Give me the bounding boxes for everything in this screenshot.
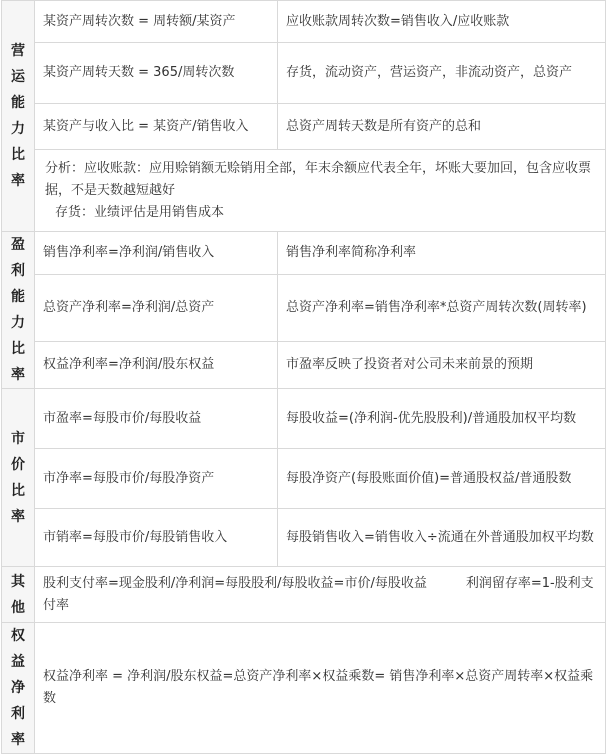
- table-row: [2, 449, 606, 509]
- table-cell: 某资产与收入比 = 某资产/销售收入: [35, 104, 278, 150]
- table-cell: 每股收益=(净利润-优先股股利)/普通股加权平均数: [278, 389, 606, 449]
- table-cell: 存货，流动资产，营运资产，非流动资产，总资产: [278, 43, 606, 104]
- table-cell: 权益净利率=净利润/股东权益: [35, 341, 278, 388]
- table-row: [2, 150, 606, 232]
- category-other: 其 他: [2, 567, 35, 623]
- table-row: [2, 104, 606, 150]
- table-row: [2, 389, 606, 449]
- category-profitability: 盈 利 能 力 比 率: [2, 232, 35, 389]
- table-cell: 总资产净利率=销售净利率*总资产周转次数(周转率): [278, 275, 606, 342]
- table-cell: 每股净资产(每股账面价值)=普通股权益/普通股数: [278, 449, 606, 509]
- table-cell: 总资产净利率=净利润/总资产: [35, 275, 278, 342]
- table-cell: 销售净利率=净利润/销售收入: [35, 232, 278, 275]
- financial-ratio-table: [1, 0, 606, 754]
- analysis-note-line: 分析：应收账款：应用赊销额无赊销用全部，年末余额应代表全年，坏账大要加回，包含应收票据，不是天数越短越好: [45, 160, 592, 198]
- table-cell: 市盈率=每股市价/每股收益: [35, 389, 278, 449]
- table-cell: 股利支付率=现金股利/净利润=每股股利/每股收益=市价/每股收益 利润留存率=1-股利支付率: [35, 567, 606, 623]
- table-cell: 某资产周转天数 = 365/周转次数: [35, 43, 278, 104]
- table-row: [2, 341, 606, 388]
- table-cell: 市销率=每股市价/每股销售收入: [35, 509, 278, 567]
- category-operating-capacity: 营 运 能 力 比 率: [2, 1, 35, 232]
- analysis-note: [35, 150, 606, 232]
- table-cell: 应收账款周转次数=销售收入/应收账款: [278, 1, 606, 43]
- table-cell: 市盈率反映了投资者对公司未来前景的预期: [278, 341, 606, 388]
- table-row: [2, 1, 606, 43]
- table-cell: 销售净利率简称净利率: [278, 232, 606, 275]
- table-row: [2, 43, 606, 104]
- table-row: [2, 509, 606, 567]
- table-cell: 市净率=每股市价/每股净资产: [35, 449, 278, 509]
- category-market-value: 市 价 比 率: [2, 389, 35, 567]
- table-cell: 每股销售收入=销售收入÷流通在外普通股加权平均数: [278, 509, 606, 567]
- table-cell: 权益净利率 = 净利润/股东权益=总资产净利率×权益乘数= 销售净利率×总资产周转率×权益乘数: [35, 623, 606, 754]
- table-cell: 总资产周转天数是所有资产的总和: [278, 104, 606, 150]
- category-return-on-equity: 权 益 净 利 率: [2, 623, 35, 754]
- analysis-note-line: 存货：业绩评估是用销售成本: [55, 204, 225, 220]
- table-row: [2, 275, 606, 342]
- table-row: [2, 232, 606, 275]
- table-row: [2, 567, 606, 623]
- table-cell: 某资产周转次数 = 周转额/某资产: [35, 1, 278, 43]
